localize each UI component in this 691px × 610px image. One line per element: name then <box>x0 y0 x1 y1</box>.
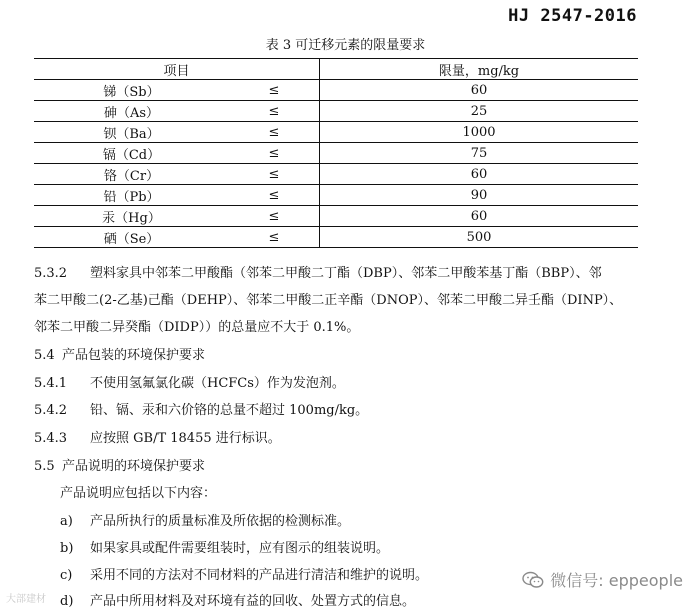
section-5-5-intro: 产品说明应包括以下内容： <box>60 486 217 501</box>
element-name: 砷（As） <box>34 101 229 122</box>
list-text: 产品所执行的质量标准及所依据的检测标准。 <box>90 514 351 529</box>
table-row <box>34 206 638 227</box>
clause-text: 不使用氢氟氯化碳（HCFCs）作为发泡剂。 <box>90 376 345 391</box>
list-text: 采用不同的方法对不同材料的产品进行清洁和维护的说明。 <box>90 568 429 583</box>
clause-number: 5.3.2 <box>34 266 68 281</box>
table-row <box>34 122 638 143</box>
section-number: 5.4 <box>34 348 55 363</box>
element-name: 硒（Se） <box>34 227 229 248</box>
operator-symbol: ≤ <box>229 206 320 227</box>
operator-symbol: ≤ <box>229 227 320 248</box>
section-title: 产品包装的环境保护要求 <box>62 348 206 363</box>
section-title: 产品说明的环境保护要求 <box>62 459 206 474</box>
section-5-5-heading <box>34 455 205 474</box>
standard-code: HJ 2547-2016 <box>508 6 637 26</box>
operator-symbol: ≤ <box>229 80 320 101</box>
table-header-row <box>34 59 638 80</box>
limit-value: 25 <box>320 101 639 122</box>
clause-number: 5.4.1 <box>34 376 68 391</box>
clause-5-4-3 <box>34 427 281 446</box>
element-name: 锑（Sb） <box>34 80 229 101</box>
element-name: 铅（Pb） <box>34 185 229 206</box>
limit-value: 90 <box>320 185 639 206</box>
clause-5-4-2 <box>34 399 368 418</box>
limit-value: 60 <box>320 206 639 227</box>
list-marker: c) <box>60 568 73 583</box>
section-number: 5.5 <box>34 459 55 474</box>
list-marker: b) <box>60 541 74 556</box>
clause-5-4-1 <box>34 372 345 391</box>
list-marker: d) <box>60 594 74 609</box>
limit-value: 500 <box>320 227 639 248</box>
clause-number: 5.4.3 <box>34 431 68 446</box>
list-item <box>60 590 415 609</box>
element-name: 镉（Cd） <box>34 143 229 164</box>
element-name: 铬（Cr） <box>34 164 229 185</box>
header-limit: 限量，mg/kg <box>320 59 639 80</box>
limits-table <box>34 58 638 248</box>
list-item <box>60 510 350 529</box>
element-name: 汞（Hg） <box>34 206 229 227</box>
header-item: 项目 <box>34 59 320 80</box>
section-5-4-heading <box>34 344 205 363</box>
limit-value: 60 <box>320 80 639 101</box>
limit-value: 75 <box>320 143 639 164</box>
limit-value: 60 <box>320 164 639 185</box>
clause-number: 5.4.2 <box>34 403 68 418</box>
wechat-watermark <box>522 568 683 591</box>
clause-5-3-2-line2: 苯二甲酸二(2-乙基)己酯（DEHP）、邻苯二甲酸二正辛酯（DNOP）、邻苯二甲酸二异壬酯（DINP）、 <box>34 293 623 308</box>
wechat-id-text: 微信号: eppeople <box>550 571 683 590</box>
clause-5-3-2-line1 <box>34 262 602 281</box>
table-row <box>34 227 638 248</box>
wechat-icon <box>522 571 544 589</box>
table-row <box>34 143 638 164</box>
table-row <box>34 101 638 122</box>
list-marker: a) <box>60 514 73 529</box>
table-row <box>34 164 638 185</box>
limit-value: 1000 <box>320 122 639 143</box>
operator-symbol: ≤ <box>229 143 320 164</box>
list-text: 如果家具或配件需要组装时，应有图示的组装说明。 <box>90 541 390 556</box>
clause-text: 塑料家具中邻苯二甲酸酯（邻苯二甲酸二丁酯（DBP）、邻苯二甲酸苯基丁酯（BBP）、邻 <box>90 266 602 281</box>
list-text: 产品中所用材料及对环境有益的回收、处置方式的信息。 <box>90 594 416 609</box>
element-name: 钡（Ba） <box>34 122 229 143</box>
table-row <box>34 185 638 206</box>
clause-5-3-2-line3: 邻苯二甲酸二异癸酯（DIDP））的总量应不大于 0.1%。 <box>34 320 360 335</box>
table-title: 表 3 可迁移元素的限量要求 <box>265 38 426 53</box>
operator-symbol: ≤ <box>229 101 320 122</box>
clause-text: 铅、镉、汞和六价铬的总量不超过 100mg/kg。 <box>90 403 369 418</box>
watermark-left: 大部建材 <box>6 594 46 605</box>
table-row <box>34 80 638 101</box>
operator-symbol: ≤ <box>229 185 320 206</box>
operator-symbol: ≤ <box>229 122 320 143</box>
clause-text: 应按照 GB/T 18455 进行标识。 <box>90 431 281 446</box>
list-item <box>60 537 389 556</box>
operator-symbol: ≤ <box>229 164 320 185</box>
list-item <box>60 564 428 583</box>
